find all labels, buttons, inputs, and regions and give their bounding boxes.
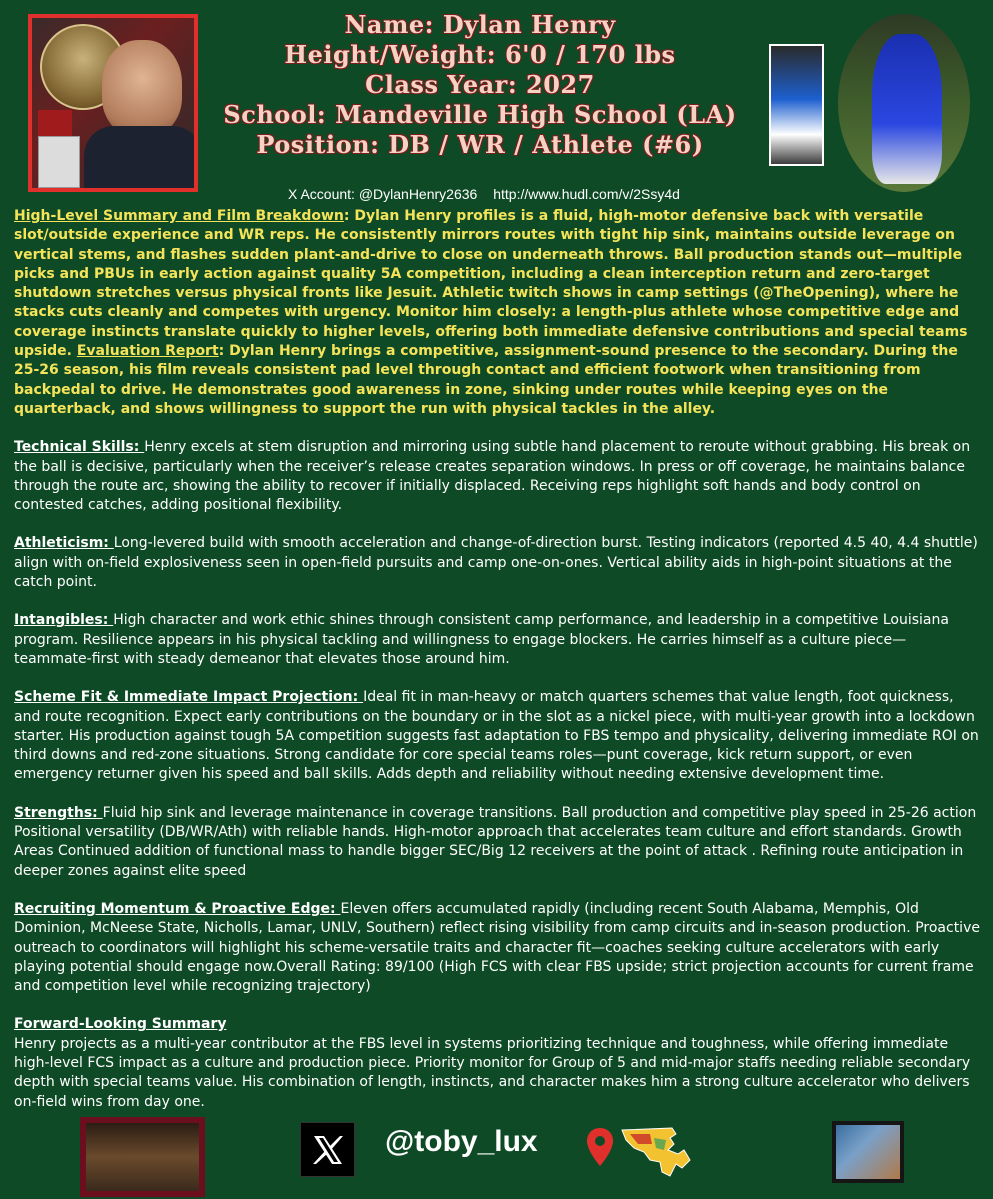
accounts-line	[288, 186, 748, 202]
red-graphic	[38, 110, 72, 136]
school: School: Mandeville High School (LA)	[223, 100, 737, 129]
player-figure	[872, 34, 942, 184]
technical-text: Henry excels at stem disruption and mirroring using subtle hand placement to reroute without grabbing. His break on the ball is decisive, particularly when the receiver’s release creates separation windows. In press or off coverage, he maintains balance through the route arc, showing the ability to recover if initially displaced. Receiving reps highlight soft hands and body control on contested catches, adding positional flexibility.	[14, 439, 971, 514]
summary-text: : Dylan Henry profiles is a fluid, high-motor defensive back with versatile slot/outside experience and WR reps. He consistently mirrors routes with tight hip sink, maintains outside leverage on vertical stems, and flashes sudden plant-and-drive to close on underneath throws. Ball production stands out—multiple picks and PBUs in early action against quality 5A competition, including a clean interception return and zero-target shutdown stretches versus physical fronts like Jesuit. Athletic twitch shows in camp settings (@TheOpening), where he stacks cuts cleanly and competes with urgency. Monitor him closely: a length-plus athlete whose competitive edge and coverage instincts translate quickly to higher levels, offering both immediate defensive contributions and special teams upside.	[14, 208, 968, 360]
technical-heading: Technical Skills:	[14, 439, 145, 456]
x-glyph-icon	[310, 1132, 346, 1168]
evaluator-photo	[28, 14, 198, 192]
state-map-icon	[620, 1124, 692, 1180]
athleticism-text: Long-levered build with smooth acceleration and change-of-direction burst. Testing indicators (reported 4.5 40, 4.4 shuttle) align with on-field explosiveness seen in open-field pursuits and camp one-on-ones. Vertical ability aids in high-point situations at the catch point.	[14, 535, 978, 591]
mini-card-image	[38, 136, 80, 188]
hudl-link[interactable]: http://www.hudl.com/v/2Ssy4d	[493, 186, 680, 202]
height-weight: Height/Weight: 6'0 / 170 lbs	[284, 40, 676, 69]
strengths-text: Fluid hip sink and leverage maintenance in coverage transitions. Ball production and competitive play speed in 25-26 action Positional versatility (DB/WR/Ath) with reliable hands. High-motor approach that accelerates team culture and effort standards. Growth Areas Continued addition of functional mass to handle bigger SEC/Big 12 receivers at the point of attack . Refining route anticipation in deeper zones against elite speed	[14, 804, 977, 879]
scheme-heading: Scheme Fit & Immediate Impact Projection:	[14, 689, 364, 706]
summary-heading: High-Level Summary and Film Breakdown	[14, 208, 344, 224]
recruiting-section	[14, 900, 982, 996]
intangibles-heading: Intangibles:	[14, 612, 114, 629]
x-logo-icon[interactable]	[300, 1122, 355, 1177]
class-year: Class Year: 2027	[365, 70, 595, 99]
summary-paragraph	[14, 207, 982, 419]
forward-text: Henry projects as a multi-year contributor at the FBS level in systems prioritizing technique and toughness, while offering immediate high-level FCS impact as a culture and production piece. Priority monitor for Group of 5 and mid-major staffs needing reliable secondary depth with special teams value. His combination of length, instincts, and character makes him a strong culture accelerator who delivers on-field wins from day one.	[14, 1035, 971, 1110]
scheme-section	[14, 688, 982, 784]
recruiting-heading: Recruiting Momentum & Proactive Edge:	[14, 900, 341, 917]
evaluation-heading: Evaluation Report	[76, 343, 219, 360]
player-info-header	[200, 10, 760, 160]
evaluator-face	[102, 40, 182, 136]
player-photo-oval	[838, 14, 970, 192]
report-body	[14, 207, 982, 1112]
recruiting-text: Eleven offers accumulated rapidly (including recent South Alabama, Memphis, Old Dominion, McNeese State, Nicholls, Lamar, UNLV, Southern) reflect rising visibility from camp circuits and in-season production. Proactive outreach to coordinators will highlight his scheme-versatile traits and character fit—coaches seeking culture accelerators with early playing potential should engage now.Overall Rating: 89/100 (High FCS with clear FBS upside; strict projection accounts for current frame and competition level while recognizing trajectory)	[14, 900, 980, 995]
athleticism-section	[14, 534, 982, 592]
strengths-section	[14, 804, 982, 881]
map-pin-icon	[586, 1127, 614, 1167]
intangibles-section	[14, 611, 982, 669]
athleticism-heading: Athleticism:	[14, 535, 114, 552]
twitter-handle[interactable]: @toby_lux	[385, 1125, 538, 1158]
footer-image-game	[832, 1121, 904, 1183]
evaluator-body	[84, 126, 198, 192]
forward-section	[14, 1015, 982, 1111]
player-name: Name: Dylan Henry	[344, 10, 616, 39]
x-account[interactable]: X Account: @DylanHenry2636	[288, 186, 478, 202]
forward-heading: Forward-Looking Summary	[14, 1016, 227, 1033]
player-photo-small	[769, 44, 824, 166]
technical-section	[14, 438, 982, 515]
strengths-heading: Strengths:	[14, 804, 103, 821]
intangibles-text: High character and work ethic shines through consistent camp performance, and leadership in a competitive Louisiana program. Resilience appears in his physical tackling and willingness to engage blockers. He carries himself as a culture piece—teammate-first with steady demeanor that elevates those around him.	[14, 612, 949, 667]
footer-image-locker	[80, 1117, 205, 1197]
scheme-text: Ideal fit in man-heavy or match quarters schemes that value length, foot quickness, and route recognition. Expect early contributions on the boundary or in the slot as a nickel piece, with multi-year growth into a lockdown starter. His production against tough 5A competition suggests fast adaptation to FBS tempo and physicality, delivering immediate ROI on third downs and red-zone situations. Strong candidate for core special teams roles—punt coverage, kick return support, or even emergency returner given his speed and ball skills. Adds depth and reliability without needing extensive development time.	[14, 689, 979, 783]
evaluation-text: : Dylan Henry brings a competitive, assignment-sound presence to the secondary. During the 25-26 season, his film reveals consistent pad level through contact and efficient footwork when transitioning from backpedal to drive. He demonstrates good awareness in zone, sinking under routes while keeping eyes on the quarterback, and shows willingness to support the run with physical tackles in the alley.	[14, 343, 958, 417]
position: Position: DB / WR / Athlete (#6)	[256, 130, 704, 159]
